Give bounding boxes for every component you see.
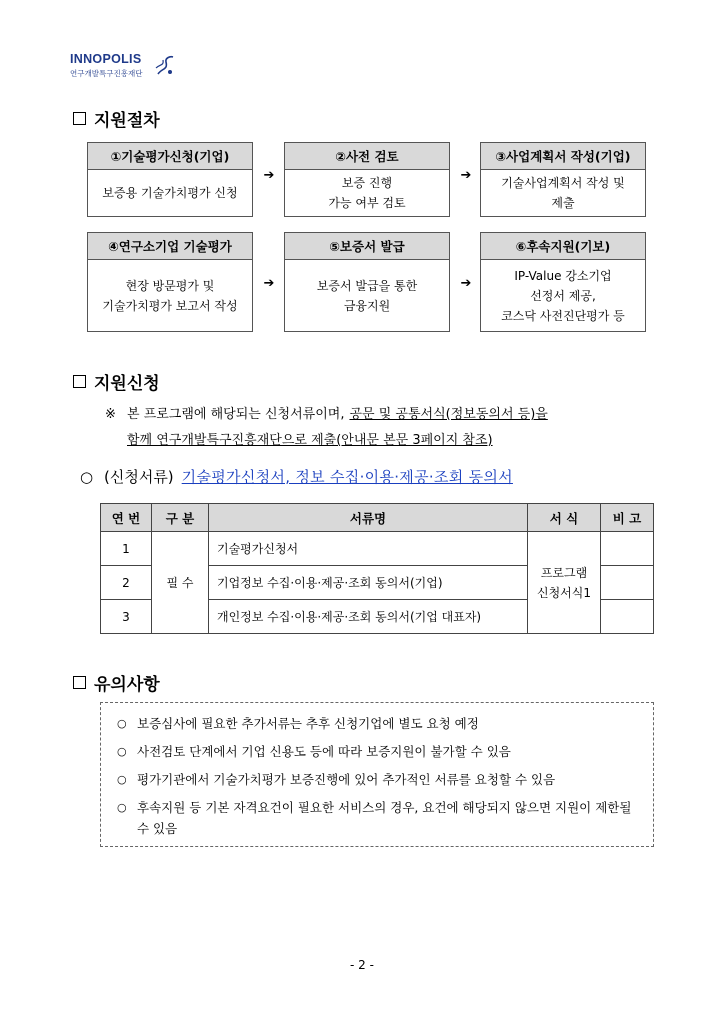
note-line-1: [105, 402, 660, 428]
step-box-2: [284, 142, 450, 217]
note-underlined-text: 공문 및 공통서식(정보동의서 등)을: [349, 407, 548, 422]
column-header: 서류명: [209, 504, 528, 532]
remark-cell: [601, 566, 654, 600]
step-body: [88, 260, 252, 331]
innopolis-logo: [70, 52, 182, 86]
note-underlined-text: 함께 연구개발특구진흥재단으로 제출(안내문 본문 3페이지 참조): [127, 433, 493, 448]
circle-bullet-icon: ○: [117, 717, 127, 730]
arrow-right-icon: ➔: [263, 168, 275, 183]
step-body-line: 보증용 기술가치평가 신청: [102, 186, 238, 200]
circle-bullet-icon: ○: [80, 467, 94, 486]
list-item: [117, 713, 653, 734]
step-body: [285, 260, 449, 331]
step-head: ②사전 검토: [285, 143, 449, 170]
row-number: 2: [101, 566, 152, 600]
precautions-list: [101, 713, 653, 839]
documents-table: [100, 503, 654, 634]
step-box-6: [480, 232, 646, 332]
step-head: ③사업계획서 작성(기업): [481, 143, 645, 170]
logo-swirl-icon: [154, 54, 176, 78]
precautions-box: [100, 702, 654, 847]
step-body-line: 가능 여부 검토: [328, 196, 406, 210]
step-body-line: IP-Value 강소기업: [514, 268, 612, 283]
list-item: [117, 741, 653, 762]
note-text: 본 프로그램에 해당되는 신청서류이며,: [127, 407, 345, 422]
list-item: [117, 769, 653, 790]
form-cell: [528, 532, 601, 634]
arrow-right-icon: ➔: [263, 276, 275, 291]
category-cell: 필 수: [152, 532, 209, 634]
reference-mark: ※: [105, 407, 116, 422]
arrow-right-icon: ➔: [460, 168, 472, 183]
step-box-1: [87, 142, 253, 217]
required-documents-title: 기술평가신청서, 정보 수집·이용·제공·조회 동의서: [181, 468, 513, 486]
section-title: 유의사항: [94, 675, 160, 695]
step-body: [481, 170, 645, 216]
table-header-row: [101, 504, 654, 532]
column-header: 서 식: [528, 504, 601, 532]
section-support-process: [73, 106, 160, 131]
circle-bullet-icon: ○: [117, 801, 127, 814]
step-head: ④연구소기업 기술평가: [88, 233, 252, 260]
step-body-line: 보증서 발급을 통한: [316, 278, 418, 293]
column-header: 구 분: [152, 504, 209, 532]
step-body-line: 선정서 제공,: [530, 288, 596, 303]
circle-bullet-icon: ○: [117, 773, 127, 786]
list-item-text: 평가기관에서 기술가치평가 보증진행에 있어 추가적인 서류를 요청할 수 있음: [137, 772, 556, 787]
step-box-4: [87, 232, 253, 332]
checkbox-square-icon: [73, 112, 86, 125]
column-header: 연 번: [101, 504, 152, 532]
logo-wordmark: INNOPOLIS: [70, 52, 142, 66]
document-name: 기술평가신청서: [209, 532, 528, 566]
form-line: 신청서식1: [536, 585, 591, 600]
column-header: 비 고: [601, 504, 654, 532]
step-body: [481, 260, 645, 331]
step-body-line: 제출: [551, 196, 575, 210]
list-item: [117, 797, 653, 839]
logo-subtitle: 연구개발특구진흥재단: [70, 69, 143, 78]
circle-bullet-icon: ○: [117, 745, 127, 758]
required-documents-label: (신청서류): [104, 468, 174, 486]
remark-cell: [601, 600, 654, 634]
application-note: [105, 402, 660, 454]
checkbox-square-icon: [73, 375, 86, 388]
row-number: 1: [101, 532, 152, 566]
required-documents-line: [80, 466, 513, 487]
step-head: ⑤보증서 발급: [285, 233, 449, 260]
form-line: 프로그램: [540, 565, 588, 580]
step-body-line: 보증 진행: [341, 176, 393, 190]
step-head: ⑥후속지원(기보): [481, 233, 645, 260]
step-body-line: 기술가치평가 보고서 작성: [102, 298, 238, 313]
step-body: [285, 170, 449, 216]
table-row: [101, 532, 654, 566]
step-body-line: 기술사업계획서 작성 및: [501, 176, 625, 190]
page-number: - 2 -: [350, 958, 374, 972]
section-title: 지원신청: [94, 374, 160, 394]
remark-cell: [601, 532, 654, 566]
section-title: 지원절차: [94, 111, 160, 131]
section-precautions: [73, 670, 160, 695]
list-item-text: 보증심사에 필요한 추가서류는 추후 신청기업에 별도 요청 예정: [137, 716, 479, 731]
note-line-2: [105, 428, 660, 454]
step-body-line: 현장 방문평가 및: [125, 278, 215, 293]
step-box-3: [480, 142, 646, 217]
list-item-text: 사전검토 단계에서 기업 신용도 등에 따라 보증지원이 불가할 수 있음: [137, 744, 511, 759]
arrow-right-icon: ➔: [460, 276, 472, 291]
step-head: ①기술평가신청(기업): [88, 143, 252, 170]
step-body-line: 코스닥 사전진단평가 등: [501, 308, 625, 323]
row-number: 3: [101, 600, 152, 634]
document-name: 기업정보 수집·이용·제공·조회 동의서(기업): [209, 566, 528, 600]
list-item-text: 후속지원 등 기본 자격요건이 필요한 서비스의 경우, 요건에 해당되지 않으면 지원이 제한될 수 있음: [137, 800, 632, 836]
document-name: 개인정보 수집·이용·제공·조회 동의서(기업 대표자): [209, 600, 528, 634]
step-body: [88, 170, 252, 216]
checkbox-square-icon: [73, 676, 86, 689]
step-box-5: [284, 232, 450, 332]
step-body-line: 금융지원: [343, 298, 391, 313]
section-application: [73, 369, 160, 394]
